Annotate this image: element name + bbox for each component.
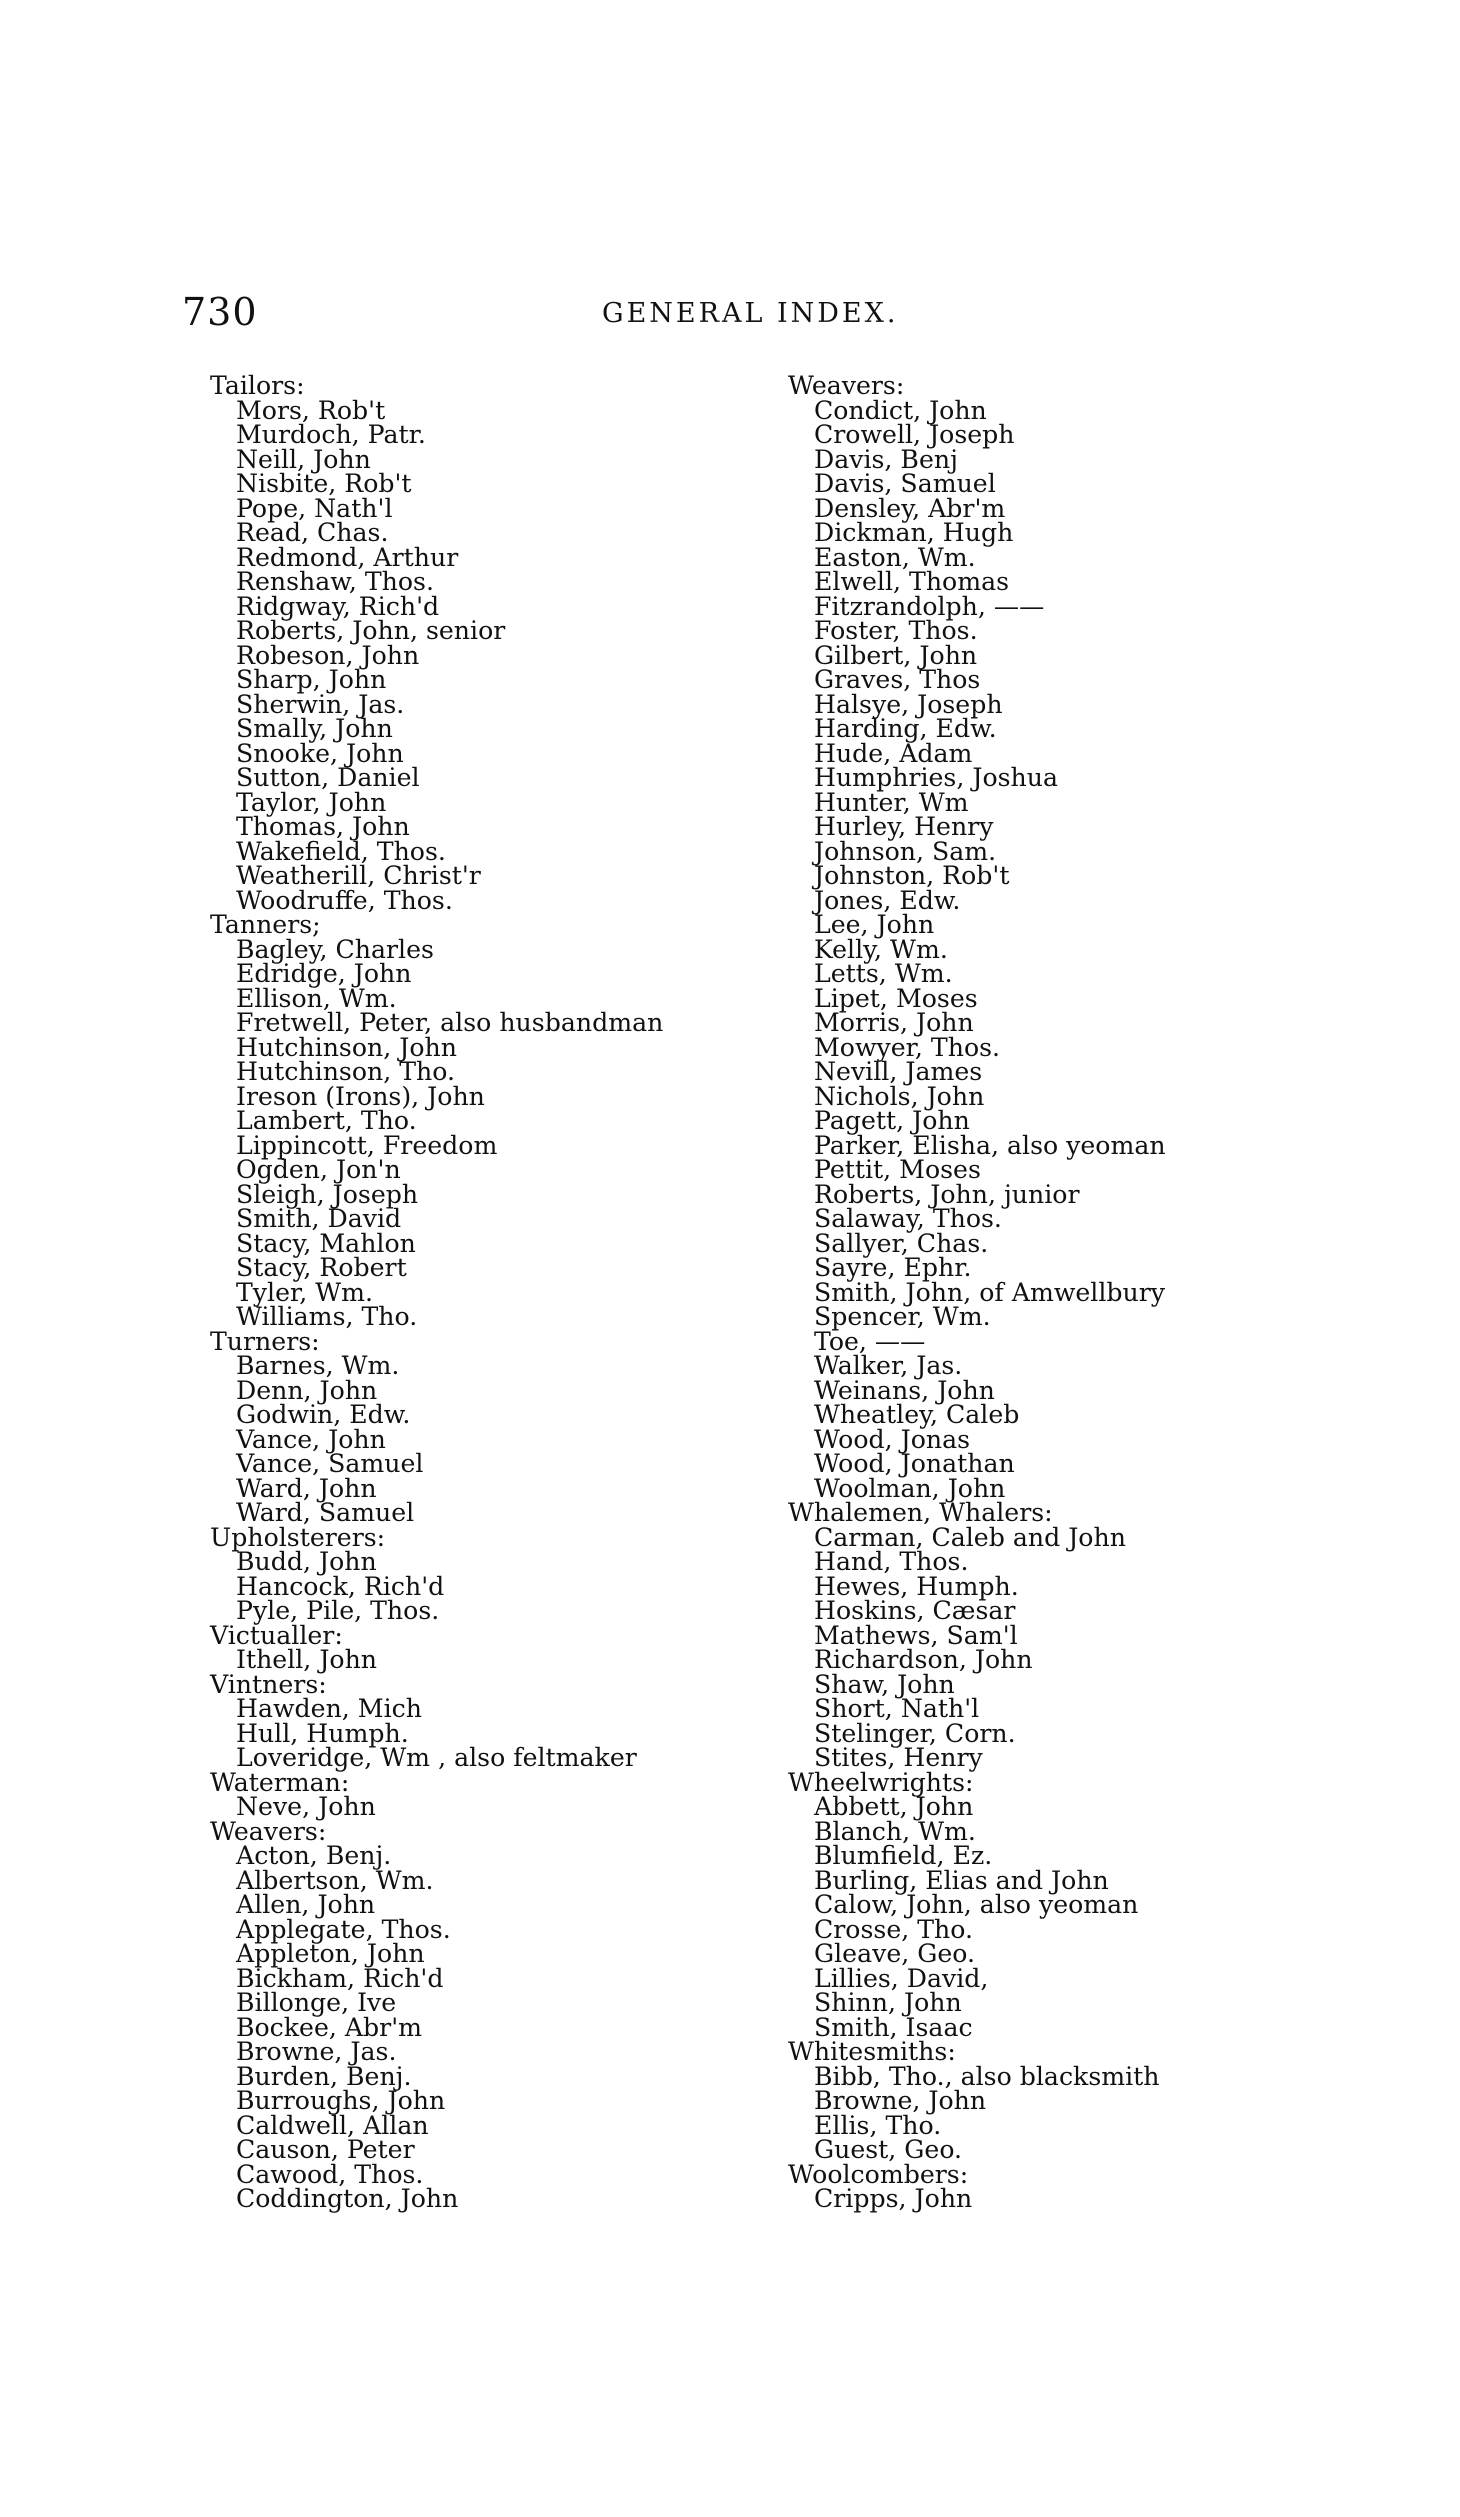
index-entry: Shinn, John <box>814 1988 962 2017</box>
index-entry: Stacy, Mahlon <box>236 1228 416 1258</box>
index-entry: Wood, Jonathan <box>814 1449 1015 1478</box>
index-entry: Billonge, Ive <box>236 1988 397 2017</box>
index-entry: Ithell, John <box>236 1645 378 1674</box>
index-entry: Hull, Humph. <box>236 1718 409 1748</box>
index-entry: Guest, Geo. <box>814 2135 963 2164</box>
index-entry: Parker, Elisha, also yeoman <box>814 1130 1166 1160</box>
index-entry: Sherwin, Jas. <box>236 689 405 719</box>
running-head: GENERAL INDEX. <box>602 298 899 329</box>
index-entry: Carman, Caleb and John <box>814 1522 1126 1552</box>
index-entry: Walker, Jas. <box>814 1351 963 1380</box>
index-entry: Nichols, John <box>814 1081 985 1111</box>
index-entry: Short, Nath'l <box>814 1694 980 1723</box>
index-entry: Weinans, John <box>814 1375 995 1405</box>
index-entry: Wheatley, Caleb <box>814 1400 1020 1429</box>
trade-heading: Victualler: <box>210 1620 343 1650</box>
index-entry: Smith, John, of Amwellbury <box>814 1277 1166 1307</box>
index-entry: Fretwell, Peter, also husbandman <box>236 1008 664 1037</box>
index-entry: Ogden, Jon'n <box>236 1155 401 1184</box>
trade-heading: Whalemen, Whalers: <box>788 1498 1053 1527</box>
index-entry: Blumfield, Ez. <box>814 1841 993 1870</box>
index-entry: Wakefield, Thos. <box>236 836 446 866</box>
index-entry: Stites, Henry <box>814 1743 983 1772</box>
index-entry: Johnson, Sam. <box>814 836 997 866</box>
index-entry: Sayre, Ephr. <box>814 1253 972 1282</box>
index-entry: Shaw, John <box>814 1669 955 1699</box>
trade-heading: Whitesmiths: <box>788 2037 956 2066</box>
page-number: 730 <box>182 290 258 334</box>
index-entry: Murdoch, Patr. <box>236 420 426 449</box>
index-entry: Lambert, Tho. <box>236 1106 417 1135</box>
index-entry: Stacy, Robert <box>236 1253 407 1282</box>
index-entry: Browne, Jas. <box>236 2037 397 2066</box>
index-entry: Acton, Benj. <box>236 1841 392 1870</box>
index-entry: Mors, Rob't <box>236 395 386 425</box>
index-entry: Pagett, John <box>814 1106 970 1135</box>
index-entry: Neve, John <box>236 1792 376 1821</box>
index-entry: Crosse, Tho. <box>814 1914 973 1944</box>
index-entry: Godwin, Edw. <box>236 1400 411 1429</box>
index-entry: Robeson, John <box>236 640 420 670</box>
index-entry: Elwell, Thomas <box>814 567 1010 596</box>
index-entry: Bockee, Abr'm <box>236 2012 423 2042</box>
index-entry: Sharp, John <box>236 665 387 694</box>
index-entry: Mowyer, Thos. <box>814 1032 1001 1062</box>
index-entry: Smith, Isaac <box>814 2012 973 2042</box>
index-entry: Lipet, Moses <box>814 983 978 1013</box>
index-entry: Thomas, John <box>236 812 410 841</box>
index-entry: Burling, Elias and John <box>814 1865 1109 1895</box>
index-entry: Calow, John, also yeoman <box>814 1890 1139 1919</box>
index-entry: Toe, —— <box>814 1326 926 1356</box>
index-entry: Davis, Samuel <box>814 469 996 498</box>
index-entry: Budd, John <box>236 1547 377 1576</box>
index-entry: Hewes, Humph. <box>814 1571 1019 1601</box>
index-entry: Abbett, John <box>814 1792 974 1821</box>
index-entry: Kelly, Wm. <box>814 934 948 964</box>
index-entry: Woolman, John <box>814 1473 1006 1503</box>
index-entry: Smally, John <box>236 714 393 743</box>
index-entry: Hancock, Rich'd <box>236 1571 445 1601</box>
index-entry: Read, Chas. <box>236 518 389 547</box>
index-entry: Letts, Wm. <box>814 959 953 988</box>
index-entry: Gleave, Geo. <box>814 1939 976 1968</box>
index-entry: Gilbert, John <box>814 640 978 670</box>
index-entry: Bagley, Charles <box>236 934 434 964</box>
index-entry: Lillies, David, <box>814 1963 989 1993</box>
index-entry: Burden, Benj. <box>236 2061 412 2091</box>
index-entry: Hunter, Wm <box>814 787 969 817</box>
index-entry: Cawood, Thos. <box>236 2159 424 2189</box>
index-entry: Coddington, John <box>236 2184 459 2213</box>
trade-heading: Turners: <box>210 1326 320 1356</box>
index-entry: Mathews, Sam'l <box>814 1620 1018 1650</box>
index-entry: Wood, Jonas <box>814 1424 971 1454</box>
trade-heading: Tailors: <box>210 371 305 400</box>
index-entry: Ward, Samuel <box>236 1498 415 1527</box>
trade-heading: Tanners; <box>210 910 321 939</box>
index-entry: Nevill, James <box>814 1057 983 1086</box>
index-entry: Pope, Nath'l <box>236 493 393 523</box>
index-entry: Sleigh, Joseph <box>236 1179 419 1209</box>
index-entry: Sallyer, Chas. <box>814 1228 989 1258</box>
index-entry: Roberts, John, senior <box>236 616 506 645</box>
index-entry: Easton, Wm. <box>814 542 976 572</box>
index-entry: Humphries, Joshua <box>814 763 1059 792</box>
index-entry: Hoskins, Cæsar <box>814 1596 1016 1625</box>
index-entry: Ireson (Irons), John <box>236 1081 485 1111</box>
index-entry: Hand, Thos. <box>814 1547 969 1576</box>
index-entry: Graves, Thos <box>814 665 981 694</box>
index-entry: Edridge, John <box>236 959 412 988</box>
index-entry: Ridgway, Rich'd <box>236 591 440 621</box>
index-entry: Condict, John <box>814 395 987 425</box>
index-entry: Davis, Benj <box>814 444 958 474</box>
trade-heading: Upholsterers: <box>210 1522 386 1552</box>
index-entry: Neill, John <box>236 444 371 474</box>
index-entry: Halsye, Joseph <box>814 689 1003 719</box>
index-entry: Nisbite, Rob't <box>236 469 412 498</box>
index-entry: Bickham, Rich'd <box>236 1963 444 1993</box>
index-entry: Hawden, Mich <box>236 1694 422 1723</box>
index-column-right <box>788 371 1166 2213</box>
index-entry: Fitzrandolph, —— <box>814 591 1045 621</box>
index-entry: Hurley, Henry <box>814 812 994 841</box>
index-entry: Dickman, Hugh <box>814 518 1014 547</box>
trade-heading: Wheelwrights: <box>788 1767 974 1797</box>
index-entry: Hude, Adam <box>814 738 973 768</box>
index-entry: Lee, John <box>814 910 935 939</box>
index-entry: Ellison, Wm. <box>236 983 397 1013</box>
index-entry: Allen, John <box>236 1890 376 1919</box>
index-entry: Pettit, Moses <box>814 1155 981 1184</box>
index-entry: Salaway, Thos. <box>814 1204 1002 1233</box>
index-entry: Ellis, Tho. <box>814 2110 942 2140</box>
index-entry: Spencer, Wm. <box>814 1302 991 1331</box>
index-entry: Richardson, John <box>814 1645 1033 1674</box>
trade-heading: Waterman: <box>210 1767 350 1797</box>
index-entry: Weatherill, Christ'r <box>236 861 481 890</box>
index-entry: Appleton, John <box>236 1939 425 1968</box>
index-entry: Taylor, John <box>236 787 387 817</box>
index-entry: Sutton, Daniel <box>236 763 420 792</box>
index-entry: Ward, John <box>236 1473 377 1503</box>
index-entry: Caldwell, Allan <box>236 2110 429 2140</box>
trade-heading: Vintners: <box>210 1669 327 1699</box>
index-entry: Tyler, Wm. <box>236 1277 374 1307</box>
index-entry: Jones, Edw. <box>814 885 961 915</box>
index-entry: Hutchinson, John <box>236 1032 457 1062</box>
index-entry: Vance, John <box>236 1424 386 1454</box>
index-entry: Burroughs, John <box>236 2086 446 2115</box>
index-entry: Loveridge, Wm , also feltmaker <box>236 1743 637 1772</box>
trade-heading: Woolcombers: <box>788 2159 969 2189</box>
index-entry: Redmond, Arthur <box>236 542 459 572</box>
index-entry: Denn, John <box>236 1375 378 1405</box>
index-entry: Browne, John <box>814 2086 987 2115</box>
index-entry: Stelinger, Corn. <box>814 1718 1016 1748</box>
index-entry: Williams, Tho. <box>236 1302 418 1331</box>
index-entry: Pyle, Pile, Thos. <box>236 1596 440 1625</box>
index-entry: Hutchinson, Tho. <box>236 1057 455 1086</box>
index-entry: Lippincott, Freedom <box>236 1130 498 1160</box>
index-entry: Applegate, Thos. <box>236 1914 451 1944</box>
index-entry: Albertson, Wm. <box>236 1865 434 1895</box>
index-entry: Smith, David <box>236 1204 402 1233</box>
index-entry: Cripps, John <box>814 2184 973 2213</box>
index-entry: Blanch, Wm. <box>814 1816 976 1846</box>
index-entry: Vance, Samuel <box>236 1449 424 1478</box>
index-entry: Renshaw, Thos. <box>236 567 434 596</box>
trade-heading: Weavers: <box>210 1816 327 1846</box>
index-entry: Densley, Abr'm <box>814 493 1006 523</box>
index-entry: Snooke, John <box>236 738 404 768</box>
trade-heading: Weavers: <box>788 371 905 400</box>
index-entry: Foster, Thos. <box>814 616 978 645</box>
index-entry: Harding, Edw. <box>814 714 997 743</box>
index-entry: Roberts, John, junior <box>814 1179 1080 1209</box>
index-entry: Morris, John <box>814 1008 974 1037</box>
index-entry: Bibb, Tho., also blacksmith <box>814 2061 1160 2091</box>
index-entry: Woodruffe, Thos. <box>236 885 453 915</box>
index-entry: Causon, Peter <box>236 2135 415 2164</box>
index-entry: Crowell, Joseph <box>814 420 1015 449</box>
index-entry: Johnston, Rob't <box>814 861 1010 890</box>
index-entry: Barnes, Wm. <box>236 1351 400 1380</box>
index-column-left <box>210 371 664 2213</box>
